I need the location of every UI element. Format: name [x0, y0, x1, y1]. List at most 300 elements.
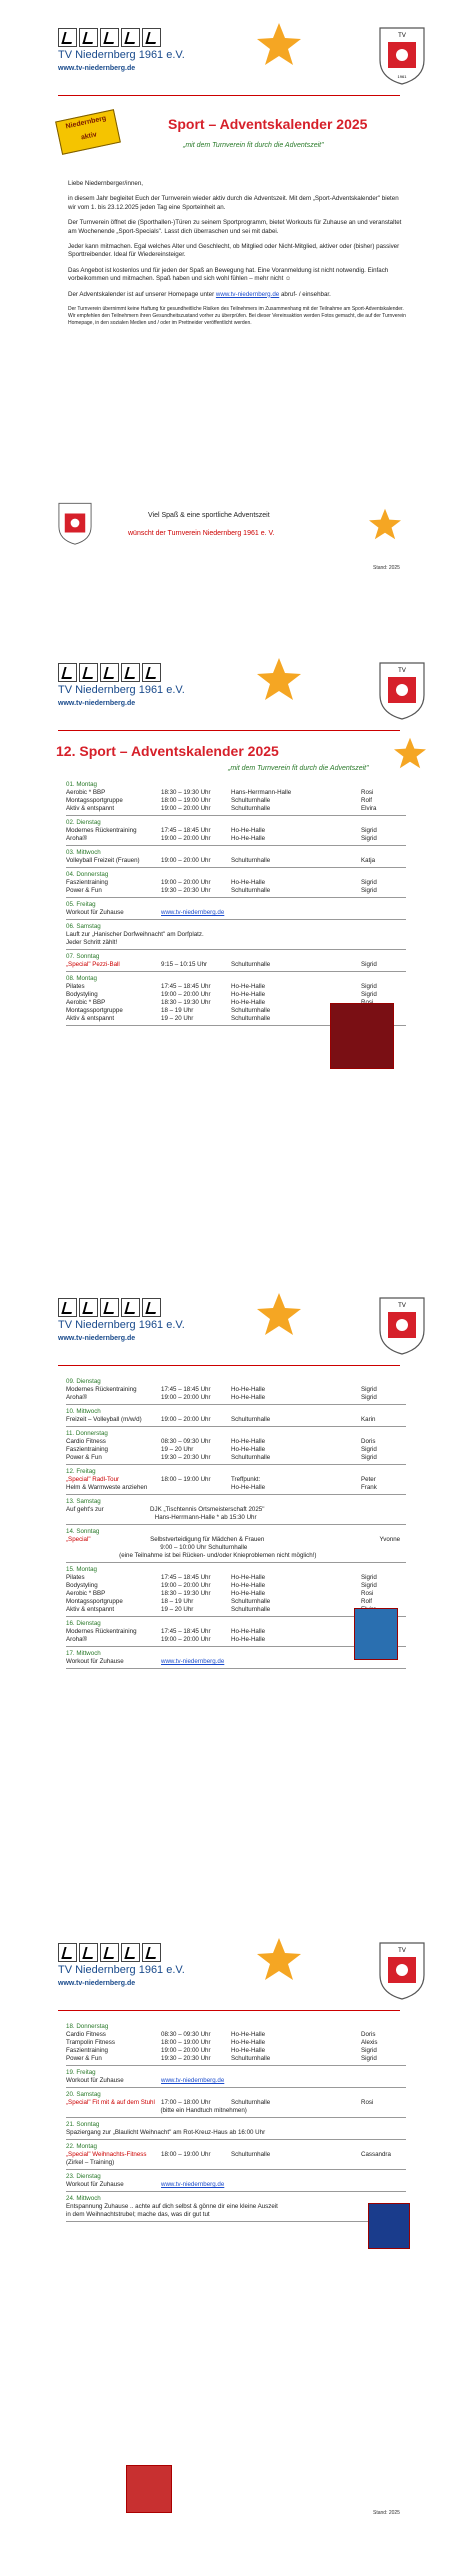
activity-label: Freizeit – Volleyball (m/w/d) [66, 1416, 142, 1423]
location-label: Schulturnhalle [231, 1454, 271, 1461]
svg-text:TV: TV [398, 668, 406, 674]
trainer-label [379, 1506, 406, 1514]
location-label [257, 1514, 322, 1522]
day-heading: 12. Freitag [66, 1468, 96, 1475]
trainer-label: Sigrid [361, 1394, 377, 1401]
time-label[interactable]: www.tv-niedernberg.de [161, 1658, 225, 1665]
time-label: 18:00 – 19:00 Uhr [161, 797, 211, 804]
spacer [301, 1446, 361, 1454]
page-3 [28, 1290, 430, 1930]
activity-label: „Special" Radl-Tour [66, 1476, 120, 1483]
trainer-label [388, 2129, 406, 2137]
location-label: Ho-He-Halle [231, 1590, 266, 1597]
time-label [161, 1484, 231, 1492]
day-list-page-2 [66, 781, 406, 1029]
time-label [204, 931, 266, 939]
day-heading: 09. Dienstag [66, 1378, 101, 1385]
day-entry [66, 2121, 406, 2140]
trainer-label: Sigrid [361, 2047, 377, 2054]
activity-label: Workout für Zuhause [66, 2077, 124, 2084]
day-entry [66, 1498, 406, 1525]
spacer [301, 827, 361, 835]
time-label: 18:00 – 19:00 Uhr [161, 2151, 211, 2158]
spacer [301, 1416, 361, 1424]
activity-label: Aktiv & entspannt [66, 805, 115, 812]
runner-icon [79, 1943, 98, 1962]
page-header [28, 1290, 430, 1365]
sport-icons [58, 28, 161, 47]
schedule-row [66, 887, 406, 895]
ballgame-icon [121, 663, 140, 682]
schedule-row [66, 983, 406, 991]
svg-text:1961: 1961 [397, 74, 407, 79]
schedule-row [66, 1544, 406, 1552]
spacer [301, 1484, 361, 1492]
activity-label: „Special" Pezzi-Ball [66, 961, 120, 968]
trainer-label: Sigrid [361, 2055, 377, 2062]
location-label: Ho-He-Halle [231, 991, 266, 998]
club-crest-icon [376, 1294, 428, 1356]
svg-text:TV: TV [398, 33, 406, 39]
day-entry [66, 2069, 406, 2088]
activity-label [66, 2107, 161, 2115]
time-label [161, 2159, 231, 2167]
trainer-label: Sigrid [361, 983, 377, 990]
schedule-row [66, 1446, 406, 1454]
gymnast-icon [58, 1943, 77, 1962]
schedule-row [66, 1536, 406, 1544]
schedule-row [66, 2129, 406, 2137]
location-label [264, 1506, 326, 1514]
schedule-row [66, 2055, 406, 2063]
time-label: 19:30 – 20:30 Uhr [161, 887, 211, 894]
website-link[interactable]: www.tv-niedernberg.de [215, 290, 280, 298]
jumper-icon [142, 1943, 161, 1962]
activity-label: Modernes Rückentraining [66, 827, 137, 834]
activity-label: Aroha® [66, 1394, 88, 1401]
day-heading: 18. Donnerstag [66, 2023, 109, 2030]
svg-text:TV: TV [398, 1303, 406, 1309]
location-label: Ho-He-Halle [231, 1484, 266, 1491]
ballgame-icon [121, 1298, 140, 1317]
trainer-label: Doris [361, 1438, 376, 1445]
jumper-icon [142, 28, 161, 47]
activity-label: Aerobic * BBP [66, 999, 106, 1006]
day-heading: 20. Samstag [66, 2091, 101, 2098]
swimmer-icon [100, 1943, 119, 1962]
location-label [269, 2211, 329, 2219]
spacer [301, 961, 361, 969]
spacer [301, 1636, 361, 1644]
day-entry [66, 819, 406, 846]
trainer-label: Sigrid [361, 991, 377, 998]
location-label [308, 2129, 351, 2137]
spacer [301, 805, 361, 813]
day-entry [66, 871, 406, 898]
activity-label: Pilates [66, 1574, 85, 1581]
trainer-label [389, 1552, 406, 1560]
activity-label: Power & Fun [66, 2055, 102, 2062]
time-label: 19:00 – 20:00 Uhr [161, 1416, 211, 1423]
time-label: 19:00 – 20:00 Uhr [161, 879, 211, 886]
page-4 [28, 1935, 430, 2550]
time-label[interactable]: www.tv-niedernberg.de [161, 2077, 225, 2084]
paragraph-1: in diesem Jahr begleitet Euch der Turnverein wieder aktiv durch die Adventszeit. Mit dem „Sport-Adventskalender" bieten wir vom 1. bis 23.12.2025 jeden Tag eine Sporteinheit an. [68, 195, 399, 211]
schedule-row [66, 879, 406, 887]
activity-label: Jeder Schritt zählt! [66, 939, 118, 946]
schedule-row [66, 2107, 406, 2115]
activity-label: Montagssportgruppe [66, 1598, 123, 1605]
time-label: 18:00 – 19:00 Uhr [161, 1476, 211, 1483]
location-label: Ho-He-Halle [231, 983, 266, 990]
runner-icon [79, 663, 98, 682]
time-label: 9:00 – 10:00 Uhr Schulturnhalle [160, 1544, 248, 1551]
time-label[interactable]: www.tv-niedernberg.de [161, 909, 225, 916]
trainer-label: Rolf [361, 797, 373, 804]
schedule-row [66, 1574, 406, 1582]
spacer [301, 1394, 361, 1402]
time-label: 18:00 – 19:00 Uhr [161, 2039, 211, 2046]
location-label [265, 931, 327, 939]
trainer-label: Sigrid [361, 1446, 377, 1453]
schedule-row [66, 805, 406, 813]
time-label: Selbstverteidigung für Mädchen & Frauen [150, 1536, 265, 1543]
niedernberg-aktiv-badge: Niedernberg aktiv [55, 109, 121, 155]
spacer [301, 939, 361, 947]
star-small-icon [368, 508, 402, 540]
schedule-row [66, 991, 406, 999]
spacer [301, 1606, 361, 1614]
day-heading: 17. Mittwoch [66, 1650, 101, 1657]
activity-label: in dem Weihnachtstrubel; mache das, was dir gut tut [66, 2211, 210, 2218]
activity-label: Volleyball Freizeit (Frauen) [66, 857, 140, 864]
spacer [322, 1514, 378, 1522]
trainer-label: Sigrid [361, 1582, 377, 1589]
gymnast-icon [58, 28, 77, 47]
sport-icons [58, 663, 161, 682]
schedule-row [66, 835, 406, 843]
day-heading: 04. Donnerstag [66, 871, 109, 878]
schedule-row [66, 1552, 406, 1560]
activity-label: Aktiv & entspannt [66, 1606, 115, 1613]
activity-label: „Special" Weihnachts-Fitness [66, 2151, 147, 2158]
star-icon [256, 22, 302, 66]
club-crest-small-icon [56, 500, 94, 546]
calendar-subtitle: „mit dem Turnverein fit durch die Adventszeit" [228, 765, 369, 772]
time-label: Hans-Herrmann-Halle * ab 15:30 Uhr [154, 1514, 257, 1521]
runner-icon [79, 28, 98, 47]
trainer-label [376, 1544, 406, 1552]
spacer [301, 2159, 361, 2167]
stand-date: Stand: 2025 [373, 2510, 400, 2516]
location-label: Schulturnhalle [231, 1598, 271, 1605]
club-crest-icon [376, 659, 428, 721]
location-label: Ho-He-Halle [231, 827, 266, 834]
schedule-row [66, 1394, 406, 1402]
sport-icons [58, 1298, 161, 1317]
spacer [356, 1552, 390, 1560]
gymnast-icon [58, 1298, 77, 1317]
activity-label: Modernes Rückentraining [66, 1386, 137, 1393]
spacer [301, 1582, 361, 1590]
location-label: Ho-He-Halle [231, 1574, 266, 1581]
schedule-row [66, 1484, 406, 1492]
trainer-label: Rosi [361, 2099, 374, 2106]
schedule-row [66, 1590, 406, 1598]
activity-label: „Special" Fit mit & auf dem Stuhl [66, 2099, 155, 2106]
location-label: Ho-He-Halle [231, 835, 266, 842]
day-heading: 03. Mittwoch [66, 849, 101, 856]
location-label: Ho-He-Halle [231, 2047, 266, 2054]
location-label [231, 2077, 301, 2085]
time-label: 19:00 – 20:00 Uhr [161, 1394, 211, 1401]
day-heading: 11. Donnerstag [66, 1430, 108, 1437]
time-label: 19:00 – 20:00 Uhr [161, 857, 211, 864]
day-entry [66, 953, 406, 972]
day-heading: 24. Mittwoch [66, 2195, 101, 2202]
schedule-row [66, 1514, 406, 1522]
trainer-label: Katja [361, 857, 376, 864]
spacer [301, 983, 361, 991]
page-1 [28, 20, 430, 620]
trainer-label: Rosi [361, 1590, 374, 1597]
activity-label: Trampolin Fitness [66, 2039, 115, 2046]
time-label: 08:30 – 09:30 Uhr [161, 2031, 211, 2038]
page-header [28, 20, 430, 95]
schedule-row [66, 1416, 406, 1424]
star-small-icon [393, 737, 427, 769]
page-header [28, 655, 430, 730]
activity-label: (Zirkel – Training) [66, 2159, 115, 2166]
blaulicht-weihnacht-image [368, 2203, 410, 2249]
day-entry [66, 2023, 406, 2066]
day-heading: 10. Mittwoch [66, 1408, 101, 1415]
schedule-row [66, 1476, 406, 1484]
schedule-row [66, 797, 406, 805]
trainer-label [361, 2181, 391, 2189]
schedule-row [66, 909, 406, 917]
location-label: Schulturnhalle [231, 805, 271, 812]
schedule-row [66, 2211, 406, 2219]
day-heading: 14. Sonntag [66, 1528, 100, 1535]
trainer-label: Sigrid [361, 879, 377, 886]
activity-label: Bodystyling [66, 991, 98, 998]
location-label [247, 1544, 316, 1552]
day-entry [66, 923, 406, 950]
club-crest-icon [376, 1939, 428, 2001]
location-label [231, 909, 301, 917]
location-label: Ho-He-Halle [231, 1394, 266, 1401]
activity-label: Aroha® [66, 1636, 88, 1643]
activity-label: Cardio Fitness [66, 2031, 106, 2038]
spacer [301, 797, 361, 805]
spacer [301, 887, 361, 895]
activity-label [66, 1514, 155, 1522]
location-label: Ho-He-Halle [231, 2031, 266, 2038]
paragraph-4: Das Angebot ist kostenlos und für jeden der Spaß an Bewegung hat. Eine Voranmeldung ist nicht notwendig. Einfach vorbeikommen und mitmachen. Spaß haben und sich wohl fühlen – mehr nicht ☺ [68, 266, 389, 283]
spacer [301, 1438, 361, 1446]
activity-label: Spaziergang zur „Blaulicht Weihnacht" am Rot-Kreuz-Haus ab 16:00 Uhr [66, 2129, 266, 2136]
spacer [301, 1386, 361, 1394]
time-label: 19:00 – 20:00 Uhr [161, 2047, 211, 2054]
trainer-label: Rolf [361, 1598, 373, 1605]
club-website[interactable]: www.tv-niedernberg.de [58, 1335, 136, 1342]
time-label [278, 2203, 317, 2211]
spacer [301, 2099, 361, 2107]
day-heading: 02. Dienstag [66, 819, 101, 826]
activity-label: Aerobic * BBP [66, 789, 106, 796]
time-label [161, 939, 231, 947]
day-entry [66, 849, 406, 868]
day-heading: 22. Montag [66, 2143, 97, 2150]
spacer [301, 1628, 361, 1636]
spacer [301, 2031, 361, 2039]
schedule-row [66, 939, 406, 947]
day-entry [66, 1430, 406, 1465]
tischtennis-image [354, 1608, 398, 1660]
schedule-row [66, 2181, 406, 2189]
club-website[interactable]: www.tv-niedernberg.de [58, 700, 136, 707]
time-label: 17:45 – 18:45 Uhr [161, 1574, 211, 1581]
location-label: Ho-He-Halle [231, 1446, 266, 1453]
trainer-label: Sigrid [361, 887, 377, 894]
location-label [316, 1552, 355, 1560]
activity-label: Workout für Zuhause [66, 2181, 124, 2188]
trainer-label [361, 939, 391, 947]
time-label: 17:45 – 18:45 Uhr [161, 983, 211, 990]
location-label: Ho-He-Halle [231, 1438, 266, 1445]
spacer [301, 991, 361, 999]
trainer-label: Doris [361, 2031, 376, 2038]
day-heading: 15. Montag [66, 1566, 97, 1573]
schedule-row [66, 1454, 406, 1462]
spacer [326, 1506, 379, 1514]
time-label: 19 – 20 Uhr [161, 1015, 194, 1022]
club-name: TV Niedernberg 1961 e.V. [58, 684, 185, 696]
day-entry [66, 2173, 406, 2192]
swimmer-icon [100, 663, 119, 682]
spacer [301, 2055, 361, 2063]
time-label[interactable]: www.tv-niedernberg.de [161, 2181, 225, 2188]
trainer-label: Sigrid [361, 1386, 377, 1393]
schedule-row [66, 1386, 406, 1394]
time-label: DJK „Tischtennis Ortsmeisterschaft 2025" [150, 1506, 265, 1513]
schedule-row [66, 857, 406, 865]
day-heading: 13. Samstag [66, 1498, 101, 1505]
spacer [301, 2181, 361, 2189]
ballgame-icon [121, 1943, 140, 1962]
schedule-row [66, 2031, 406, 2039]
spacer [301, 2151, 361, 2159]
disclaimer: Der Turnverein übernimmt keine Haftung für gesundheitliche Risiken des Teilnehmers im Zusammenhang mit der Teilnahme am Sport-Adventskalender. Wir empfehlen den Teilnehmern ihren Gesundheitszustand vorher zu überprüfen. Bei dieser Vereinsaktion werden Fotos gemacht, die auf der Turnverein Homepage, in den sozialen Medien und / oder im Prettneider veröffentlicht werden. [68, 306, 406, 327]
day-heading: 06. Samstag [66, 923, 101, 930]
schedule-row [66, 1438, 406, 1446]
spacer [301, 835, 361, 843]
club-name: TV Niedernberg 1961 e.V. [58, 1319, 185, 1331]
spacer [301, 2039, 361, 2047]
club-website[interactable]: www.tv-niedernberg.de [58, 1980, 136, 1987]
activity-label: Aroha® [66, 835, 88, 842]
closing-2: wünscht der Turnverein Niedernberg 1961 e. V. [128, 530, 275, 537]
paragraph-5: Der Adventskalender ist auf unserer Homepage unter www.tv-niedernberg.de abruf- / einsehbar. [68, 290, 331, 298]
day-heading: 23. Dienstag [66, 2173, 101, 2180]
star-icon [256, 657, 302, 701]
trainer-label [361, 909, 391, 917]
club-website[interactable]: www.tv-niedernberg.de [58, 65, 136, 72]
time-label: 19:00 – 20:00 Uhr [161, 1582, 211, 1589]
spacer [316, 2107, 376, 2115]
location-label: Ho-He-Halle [231, 1386, 266, 1393]
schedule-row [66, 2047, 406, 2055]
page-subtitle: „mit dem Turnverein fit durch die Adventszeit" [183, 142, 324, 149]
activity-label [66, 1544, 160, 1552]
schedule-row [66, 2151, 406, 2159]
spacer [301, 879, 361, 887]
time-label: 19 – 20 Uhr [161, 1446, 194, 1453]
schedule-row [66, 2099, 406, 2107]
location-label: Hans-Herrmann-Halle [231, 789, 292, 796]
location-label: Schulturnhalle [231, 961, 271, 968]
schedule-row [66, 827, 406, 835]
trainer-label: Sigrid [361, 1574, 377, 1581]
time-label: 18:30 – 19:30 Uhr [161, 789, 211, 796]
time-label: 9:15 – 10:15 Uhr [161, 961, 208, 968]
time-label: 18 – 19 Uhr [161, 1598, 194, 1605]
schedule-row [66, 2159, 406, 2167]
time-label: 19:30 – 20:30 Uhr [161, 2055, 211, 2062]
calendar-title: 12. Sport – Adventskalender 2025 [56, 743, 279, 759]
activity-label: „Special" [66, 1536, 91, 1543]
star-icon [256, 1292, 302, 1336]
page-header [28, 1935, 430, 2010]
star-icon [256, 1937, 302, 1981]
trainer-label: Alexis [361, 2039, 378, 2046]
trainer-label: Sigrid [361, 835, 377, 842]
location-label: Schulturnhalle [231, 2055, 271, 2062]
activity-label: Power & Fun [66, 1454, 102, 1461]
greeting: Liebe Niedernberger/innen, [68, 180, 143, 187]
day-entry [66, 901, 406, 920]
location-label: Ho-He-Halle [231, 2039, 266, 2046]
location-label: Ho-He-Halle [231, 1628, 266, 1635]
schedule-row [66, 2039, 406, 2047]
activity-label: Montagssportgruppe [66, 797, 123, 804]
swimmer-icon [100, 28, 119, 47]
time-label: 18:30 – 19:30 Uhr [161, 1590, 211, 1597]
time-label: (bitte ein Handtuch mitnehmen) [160, 2107, 247, 2114]
closing-1: Viel Spaß & eine sportliche Adventszeit [148, 512, 270, 519]
spacer [301, 2077, 361, 2085]
day-entry [66, 1378, 406, 1405]
ballgame-icon [121, 28, 140, 47]
trainer-label: Sigrid [361, 961, 377, 968]
svg-text:TV: TV [398, 1948, 406, 1954]
sport-icons [58, 1943, 161, 1962]
location-label: Schulturnhalle [231, 887, 271, 894]
activity-label: Cardio Fitness [66, 1438, 106, 1445]
day-heading: 08. Montag [66, 975, 97, 982]
time-label: 19:30 – 20:30 Uhr [161, 1454, 211, 1461]
location-label: Ho-He-Halle [231, 1582, 266, 1589]
spacer [301, 1590, 361, 1598]
activity-label: Aktiv & entspannt [66, 1015, 115, 1022]
location-label [317, 2203, 356, 2211]
day-entry [66, 1408, 406, 1427]
time-label: 18:30 – 19:30 Uhr [161, 999, 211, 1006]
day-heading: 19. Freitag [66, 2069, 96, 2076]
activity-label: Faszientraining [66, 2047, 108, 2054]
time-label: 17:45 – 18:45 Uhr [161, 1628, 211, 1635]
